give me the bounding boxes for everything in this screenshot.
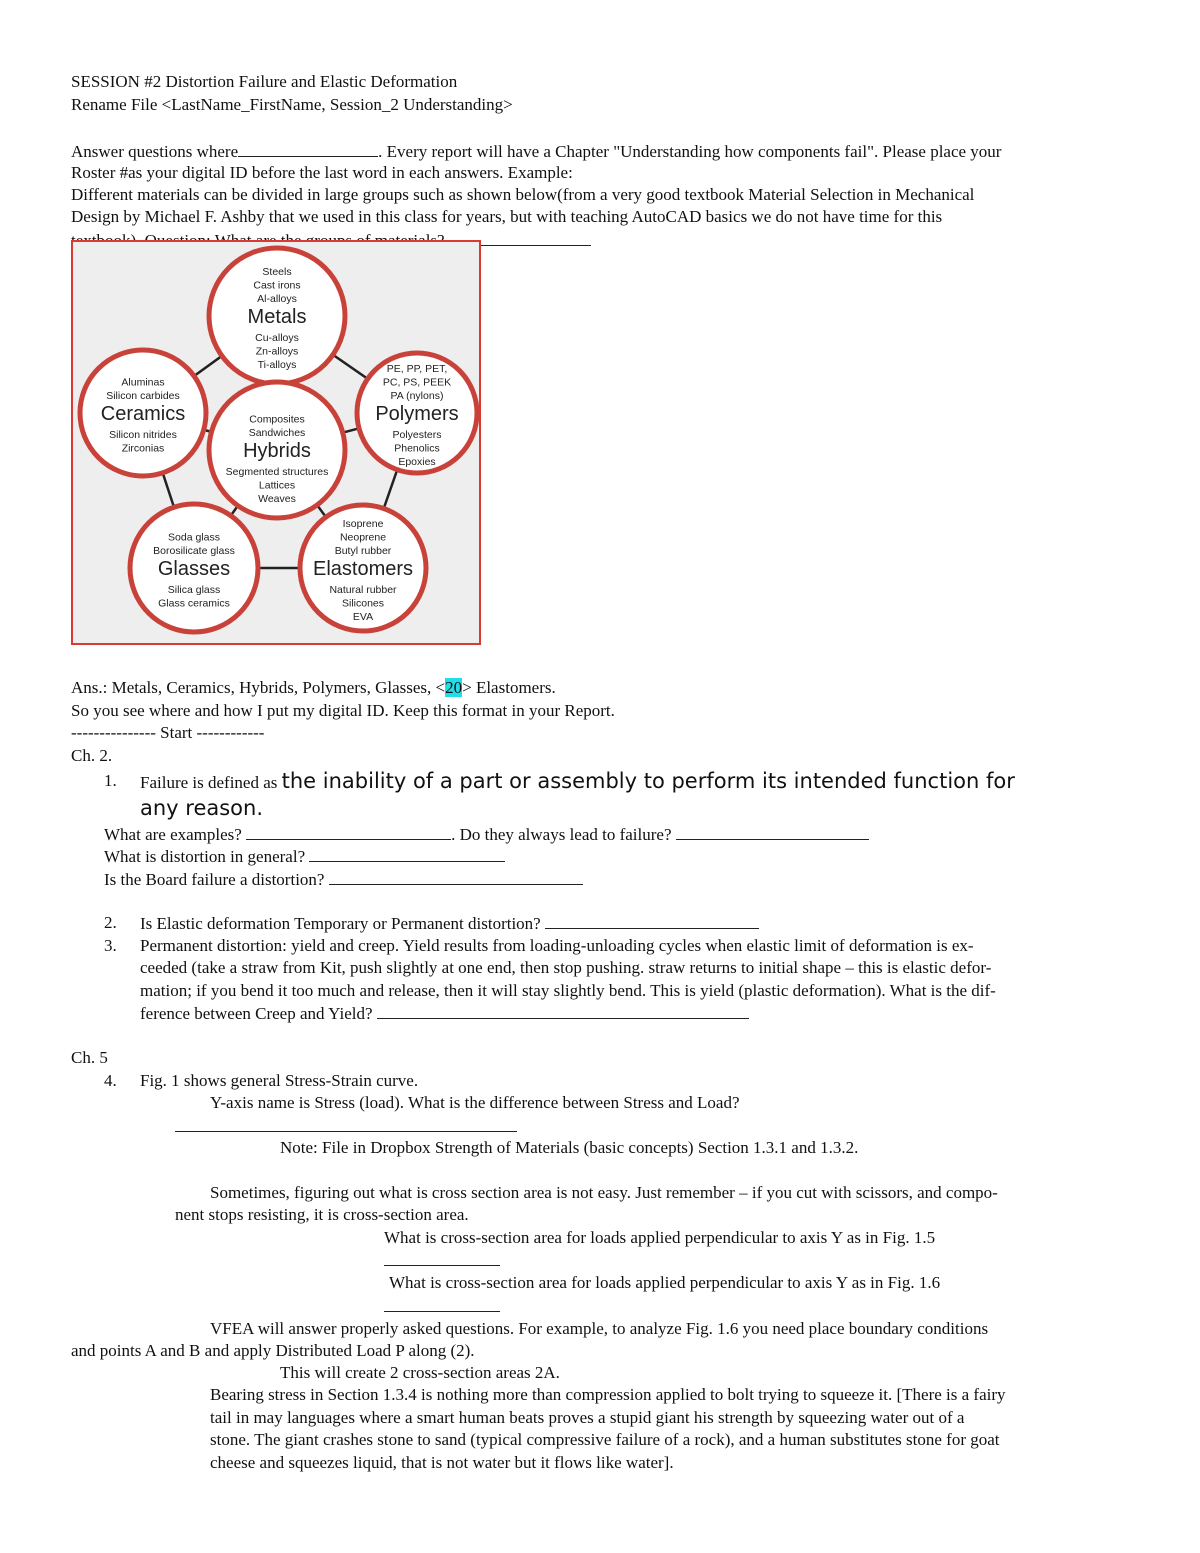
example-answer [71,677,556,699]
glasses-example: Silica glass [167,584,221,596]
q1-examples [104,823,869,846]
digital-id-highlight: 20 [445,678,463,697]
bearing-line-3: stone. The giant crashes stone to sand (typical compressive failure of a rock), and a human substitutes stone for goat [210,1430,1000,1449]
q3-line-2: ceeded (take a straw from Kit, push slightly at one end, then stop pushing. straw returns to initial shape – this is elastic defor- [140,958,992,977]
q3-line-4 [140,1002,749,1025]
two-areas-note: This will create 2 cross-section areas 2A. [280,1363,560,1382]
intro-line-1 [71,140,1001,163]
answer-blank [329,868,583,885]
chapter-2-heading: Ch. 2. [71,746,113,765]
metals-node [209,248,345,384]
elastomers-example: Butyl rubber [334,545,392,557]
glasses-node [130,504,258,632]
ceramics-example: Silicon carbides [106,390,180,402]
polymers-title: Polymers [375,403,459,425]
hybrids-example: Composites [249,413,305,426]
document-title: SESSION #2 Distortion Failure and Elastic Deformation [71,72,458,91]
hybrids-example: Lattices [258,479,296,492]
glasses-example: Borosilicate glass [153,545,235,557]
q2-question [140,912,759,935]
polymers-example: PC, PS, PEEK [382,376,452,389]
example-answer-text: > Elastomers. [462,678,556,697]
metals-example: Zn-alloys [255,345,299,358]
q1-board-text: Is the Board failure a distortion? [104,870,325,889]
q2-text: Is Elastic deformation Temporary or Permanent distortion? [140,914,541,933]
dropbox-note: Note: File in Dropbox Strength of Materials (basic concepts) Section 1.3.1 and 1.3.2. [280,1138,859,1157]
hybrids-example: Segmented structures [225,466,329,478]
elastomers-example: Isoprene [342,518,384,530]
q1-distortion [104,845,505,868]
q3-line-1: Permanent distortion: yield and creep. Yield results from loading-unloading cycles when elastic limit of deformation is ex- [140,936,974,955]
answer-blank [676,823,869,840]
hybrids-example: Sandwiches [248,427,306,439]
elastomers-node [300,505,426,631]
glasses-example: Soda glass [168,531,220,544]
answer-blank [545,912,759,929]
elastomers-example: Silicones [341,597,385,610]
polymers-example: PE, PP, PET, [386,363,448,375]
fig-1-6-answer-line [384,1295,500,1318]
hybrids-node [209,382,345,518]
elastomers-example: Neoprene [339,531,387,544]
vfea-line-2: and points A and B and apply Distributed Load P along (2). [71,1341,475,1360]
metals-example: Cu-alloys [255,332,299,344]
intro-text: Answer questions where [71,142,239,161]
metals-example: Steels [262,266,292,278]
elastomers-example: EVA [352,611,374,623]
fig-1-5-question: What is cross-section area for loads applied perpendicular to axis Y as in Fig. 1.5 [384,1228,936,1247]
answer-blank [384,1295,500,1312]
polymers-example: Phenolics [394,442,440,455]
intro-text: . Every report will have a Chapter "Understanding how components fail". Please place your [378,142,1002,161]
polymers-node [357,353,477,473]
bearing-line-2: tail in may languages where a smart human beats proves a stupid giant his strength by squeezing water out of a [210,1408,965,1427]
yaxis-answer-line [175,1115,517,1138]
polymers-example: Polyesters [392,429,442,441]
hybrids-example: Weaves [258,493,296,505]
answer-blank [309,845,505,862]
elastomers-example: Natural rubber [329,584,397,596]
ceramics-example: Silicon nitrides [109,429,177,441]
yaxis-question: Y-axis name is Stress (load). What is the difference between Stress and Load? [210,1093,740,1112]
q4-question: Fig. 1 shows general Stress-Strain curve. [140,1071,419,1090]
q3-number: 3. [104,936,117,955]
cross-section-line-2: nent stops resisting, it is cross-section area. [175,1205,469,1224]
intro-line-3: Different materials can be divided in large groups such as shown below(from a very good textbook Material Selection in Mechanical [71,185,975,204]
vfea-line-1: VFEA will answer properly asked questions. For example, to analyze Fig. 1.6 you need place boundary conditions [210,1319,989,1338]
ceramics-example: Aluminas [121,376,165,389]
polymers-example: Epoxies [398,456,436,468]
fig-1-5-answer-line [384,1249,500,1272]
answer-blank [384,1249,500,1266]
fig-1-6-question: What is cross-section area for loads applied perpendicular to axis Y as in Fig. 1.6 [389,1273,941,1292]
chapter-5-heading: Ch. 5 [71,1048,108,1067]
answer-blank [377,1002,749,1019]
q2-number: 2. [104,913,117,932]
metals-title: Metals [247,306,307,328]
bearing-line-4: cheese and squeezes liquid, that is not water but it flows like water]. [210,1453,674,1472]
cross-section-line-1: Sometimes, figuring out what is cross section area is not easy. Just remember – if you cut with scissors, and compo- [210,1183,998,1202]
glasses-example: Glass ceramics [158,597,230,610]
ceramics-node [80,350,206,476]
failure-definition: the inability of a part or assembly to perform its intended function for [281,769,1015,793]
intro-line-4: Design by Michael F. Ashby that we used in this class for years, but with teaching AutoCAD basics we do not have time for this [71,207,943,226]
polymers-example: PA (nylons) [390,390,444,402]
q3-text: ference between Creep and Yield? [140,1004,373,1023]
bearing-line-1: Bearing stress in Section 1.3.4 is nothing more than compression applied to bolt trying to squeeze it. [There is a fairy [210,1385,1006,1404]
rename-instruction: Rename File <LastName_FirstName, Session_2 Understanding> [71,95,513,114]
q1-lead-text: . Do they always lead to failure? [451,825,672,844]
q3-line-3: mation; if you bend it too much and release, then it will stay slightly bend. This is yield (plastic deformation). What is the dif- [140,981,996,1000]
metals-example: Cast irons [253,279,301,292]
q1-number: 1. [104,771,117,790]
q1-board [104,868,583,891]
answer-blank [246,823,451,840]
intro-line-2: Roster #as your digital ID before the last word in each answers. Example: [71,163,573,182]
elastomers-title: Elastomers [312,558,414,580]
q1-examples-text: What are examples? [104,825,242,844]
answer-blank [238,140,378,157]
failure-definition-end: any reason. [140,796,264,820]
ceramics-example: Zirconias [121,442,165,455]
q1-lead-text: Failure is defined as [140,773,278,792]
answer-blank [175,1115,517,1132]
materials-diagram [71,240,481,645]
q1-distortion-text: What is distortion in general? [104,847,306,866]
start-marker: --------------- Start ------------ [71,723,265,742]
metals-example: Ti-alloys [257,359,297,371]
ceramics-title: Ceramics [100,403,186,425]
hybrids-title: Hybrids [243,440,311,462]
q4-number: 4. [104,1071,117,1090]
q1-definition [140,770,1015,794]
glasses-title: Glasses [157,558,231,580]
format-note: So you see where and how I put my digital ID. Keep this format in your Report. [71,701,615,720]
metals-example: Al-alloys [257,293,297,305]
example-answer-text: Ans.: Metals, Ceramics, Hybrids, Polymers, Glasses, < [71,678,446,697]
